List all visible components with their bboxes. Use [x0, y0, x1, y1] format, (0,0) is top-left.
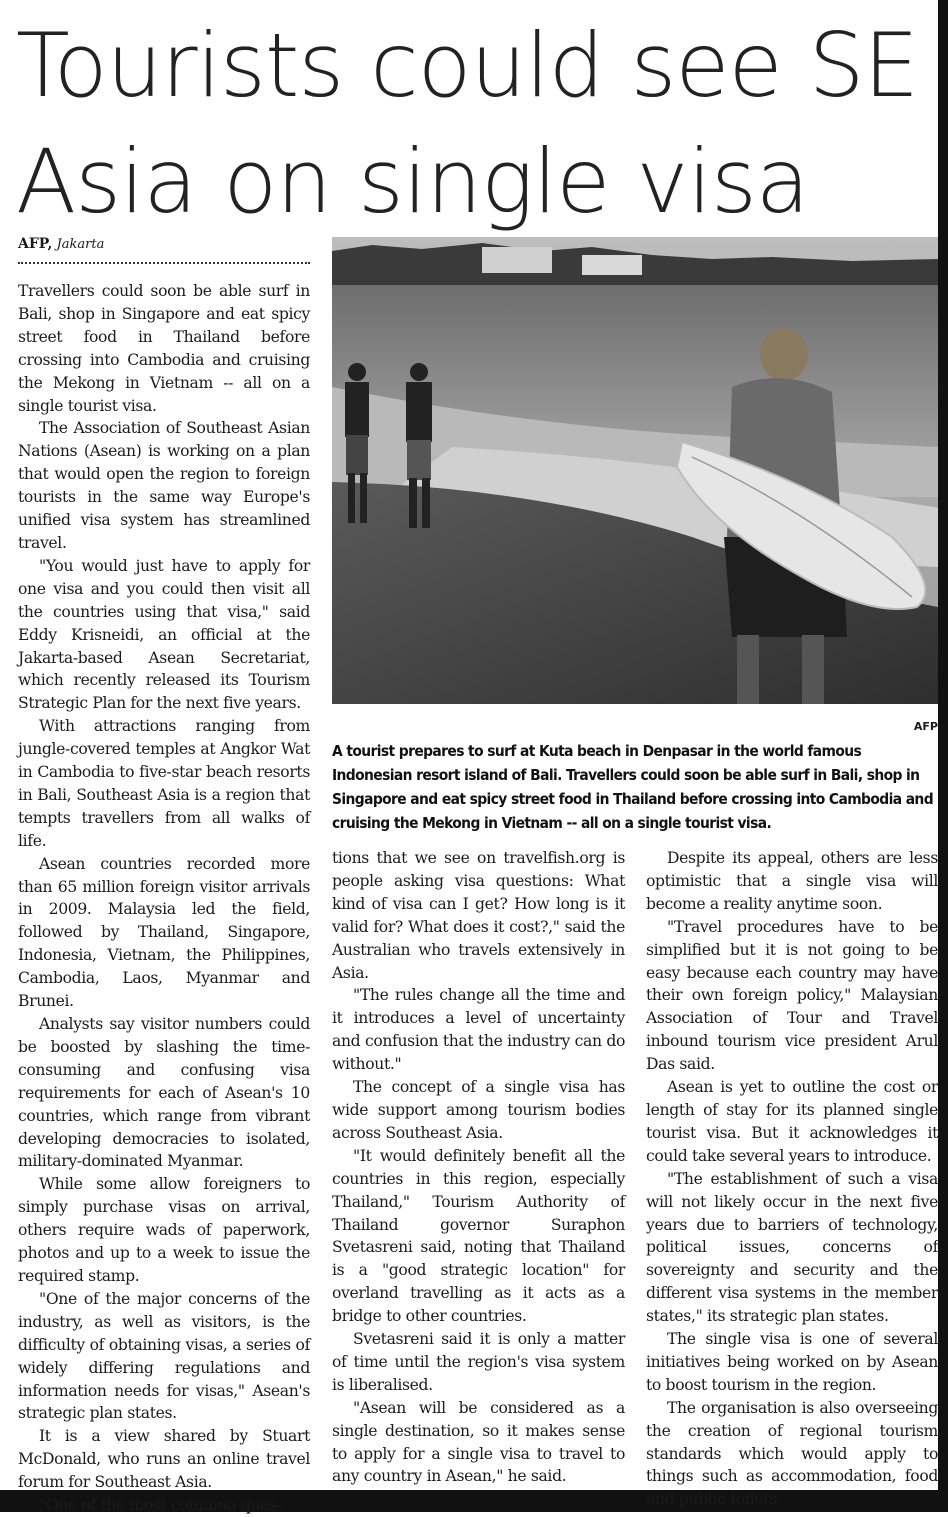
- paragraph: Asean is yet to outline the cost or length of stay for its planned single tourist visa. But it acknowledges it could take several years to introduce.: [646, 1078, 938, 1165]
- paragraph: It is a view shared by Stuart McDonald, who runs an online travel forum for Southeast Asia.: [18, 1427, 310, 1492]
- paragraph: The Association of Southeast Asian Nations (Asean) is working on a plan that would open the region to foreign tourists in the same way Europe's unified visa system has streamlined travel.: [18, 419, 310, 552]
- paragraph: "You would just have to apply for one visa and you could then visit all the countries using that visa," said Eddy Krisneidi, an official at the Jakarta-based Asean Secretariat, which recently released its Tourism Strategic Plan for the next five years.: [18, 556, 310, 713]
- photo-illustration: [332, 237, 938, 704]
- byline-divider: [18, 262, 310, 264]
- byline: [18, 236, 104, 252]
- paragraph: "One of the most common ques-: [39, 1496, 282, 1515]
- paragraph: "It would definitely benefit all the countries in this region, especially Thailand," Tourism Authority of Thailand governor Suraphon Svetasreni said, noting that Thailand is a "good strategic location" for overland travelling as it acts as a bridge to other countries.: [332, 1146, 625, 1326]
- paragraph: "One of the major concerns of the industry, as well as visitors, is the difficulty of obtaining visas, a series of widely differing regulations and information needs for visas," Asean's strategic plan states.: [18, 1289, 310, 1423]
- paragraph: Analysts say visitor numbers could be boosted by slashing the time-consuming and confusing visa requirements for each of Asean's 10 countries, which range from vibrant developing democracies to isolated, military-dominated Myanmar.: [18, 1015, 310, 1171]
- paragraph: "The rules change all the time and it introduces a level of uncertainty and confusion that the industry can do without.": [332, 986, 625, 1074]
- page-edge-bar: [938, 0, 948, 1512]
- paragraph: "Travel procedures have to be simplified but it is not going to be easy because each country may have their own foreign policy," Malaysian Association of Tour and Travel inbound tourism vice president Arul Das said.: [646, 917, 938, 1074]
- photo-caption: A tourist prepares to surf at Kuta beach in Denpasar in the world famous Indonesian resort island of Bali. Travellers could soon be able surf in Bali, shop in Singapore and eat spicy street food in Thailand before crossing into Cambodia and cruising the Mekong in Vietnam -- all on a single tourist visa.: [332, 742, 934, 832]
- paragraph: "Asean will be considered as a single destination, so it makes sense to apply for a single visa to travel to any country in Asean," he said.: [332, 1398, 625, 1486]
- paragraph: With attractions ranging from jungle-covered temples at Angkor Wat in Cambodia to five-star beach resorts in Bali, Southeast Asia is a region that tempts travellers from all walks of life.: [18, 717, 310, 850]
- byline-agency: AFP,: [18, 236, 53, 252]
- paragraph: The organisation is also overseeing the creation of regional tourism standards which would apply to things such as accommodation, food and public toilets.: [646, 1398, 938, 1509]
- paragraph: Despite its appeal, others are less optimistic that a single visa will become a reality anytime soon.: [646, 849, 938, 913]
- article-column-3: [646, 847, 938, 1511]
- byline-location: Jakarta: [56, 237, 105, 252]
- paragraph: While some allow foreigners to simply purchase visas on arrival, others require wads of paperwork, photos and up to a week to issue the required stamp.: [18, 1175, 310, 1285]
- article-column-2: [332, 847, 625, 1488]
- paragraph: tions that we see on travelfish.org is people asking visa questions: What kind of visa can I get? How long is it valid for? What does it cost?," said the Australian who travels extensively in Asia.: [332, 849, 625, 982]
- paragraph: Svetasreni said it is only a matter of time until the region's visa system is liberalised.: [332, 1330, 625, 1394]
- article-column-1: [18, 280, 310, 1517]
- headline: Tourists could see SE Asia on single visa: [16, 14, 919, 233]
- photo-credit: AFP: [913, 720, 938, 733]
- paragraph: Travellers could soon be able surf in Bali, shop in Singapore and eat spicy street food in Thailand before crossing into Cambodia and cruising the Mekong in Vietnam -- all on a single tourist visa.: [18, 282, 310, 415]
- paragraph: Asean countries recorded more than 65 million foreign visitor arrivals in 2009. Malaysia led the field, followed by Thailand, Singapore, Indonesia, Vietnam, the Philippines, Cambodia, Laos, Myanmar and Brunei.: [18, 854, 310, 1011]
- paragraph: The concept of a single visa has wide support among tourism bodies across Southeast Asia.: [332, 1078, 625, 1142]
- paragraph: The single visa is one of several initiatives being worked on by Asean to boost tourism in the region.: [646, 1330, 938, 1394]
- paragraph: "The establishment of such a visa will not likely occur in the next five years due to barriers of technology, political issues, concerns of sovereignty and security and the different visa systems in the member states," its strategic plan states.: [646, 1169, 938, 1326]
- article-photo: [332, 237, 938, 704]
